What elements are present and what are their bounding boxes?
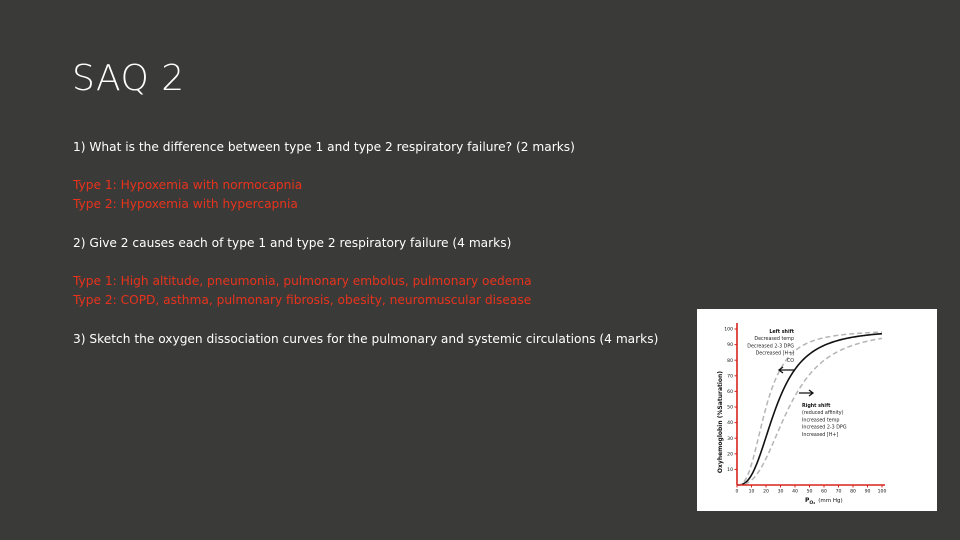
answer-2-type-2: Type 2: COPD, asthma, pulmonary fibrosis, obesity, neuromuscular disease: [73, 293, 532, 307]
right-shift-legend-line: (reduced affinity): [802, 411, 844, 417]
y-tick-label: 80: [727, 358, 733, 364]
left-shift-legend-line: Decreased [H+]: [755, 351, 794, 357]
left-shift-legend-line: CO: [786, 358, 794, 364]
y-tick-label: 70: [727, 374, 733, 380]
x-tick-label: 90: [864, 489, 871, 495]
x-axis-label-sub: O₂: [809, 501, 816, 506]
x-axis-label-main: P: [805, 497, 810, 504]
y-tick-label: 40: [727, 421, 733, 427]
x-tick-label: 100: [877, 489, 887, 495]
left-shift-legend-line: Left shift: [769, 330, 794, 335]
y-tick-label: 90: [727, 343, 733, 349]
right-shift-legend-line: Right shift: [802, 404, 831, 409]
right-shift-legend-line: Increased temp: [802, 418, 840, 424]
left-shift-arrow: [779, 367, 794, 373]
left-shift-legend-line: Decreased 2-3 DPG: [747, 344, 794, 350]
x-tick-label: 0: [735, 489, 739, 495]
right-shift-arrow: [799, 390, 813, 396]
oxygen-dissociation-chart: [697, 309, 937, 511]
question-3: 3) Sketch the oxygen dissociation curves for the pulmonary and systemic circulations (4 marks): [73, 332, 659, 346]
y-tick-label: 30: [727, 436, 733, 442]
left-shift-legend-line: Decreased temp: [754, 337, 794, 343]
question-2: 2) Give 2 causes each of type 1 and type 2 respiratory failure (4 marks): [73, 236, 512, 250]
x-tick-label: 40: [792, 489, 798, 495]
y-tick-label: 20: [727, 452, 733, 458]
x-tick-label: 80: [850, 489, 856, 495]
y-tick-label: 50: [727, 405, 733, 411]
answer-1-type-1: Type 1: Hypoxemia with normocapnia: [73, 178, 303, 192]
answer-2-type-1: Type 1: High altitude, pneumonia, pulmonary embolus, pulmonary oedema: [73, 274, 532, 288]
oxygen-dissociation-figure: [697, 309, 937, 511]
x-tick-label: 10: [748, 489, 755, 495]
answer-1-type-2: Type 2: Hypoxemia with hypercapnia: [73, 197, 298, 211]
y-tick-label: 100: [724, 327, 733, 333]
slide-title: SAQ 2: [72, 58, 185, 99]
x-tick-label: 50: [806, 489, 813, 495]
x-tick-label: 30: [777, 489, 784, 495]
y-axis-label: Oxyhemoglobin (%Saturation): [717, 370, 724, 474]
x-tick-label: 60: [821, 489, 827, 495]
right-shift-legend-line: Increased 2-3 DPG: [802, 425, 847, 431]
x-axis-label: [805, 497, 843, 506]
y-tick-label: 10: [727, 468, 733, 473]
right-shift-legend-line: Increased [H+]: [802, 432, 839, 438]
x-axis-label-unit: (mm Hg): [818, 498, 843, 504]
x-tick-label: 20: [763, 489, 769, 495]
question-1: 1) What is the difference between type 1 and type 2 respiratory failure? (2 marks): [73, 140, 575, 154]
y-tick-label: 60: [727, 390, 733, 395]
x-tick-label: 70: [835, 489, 842, 495]
